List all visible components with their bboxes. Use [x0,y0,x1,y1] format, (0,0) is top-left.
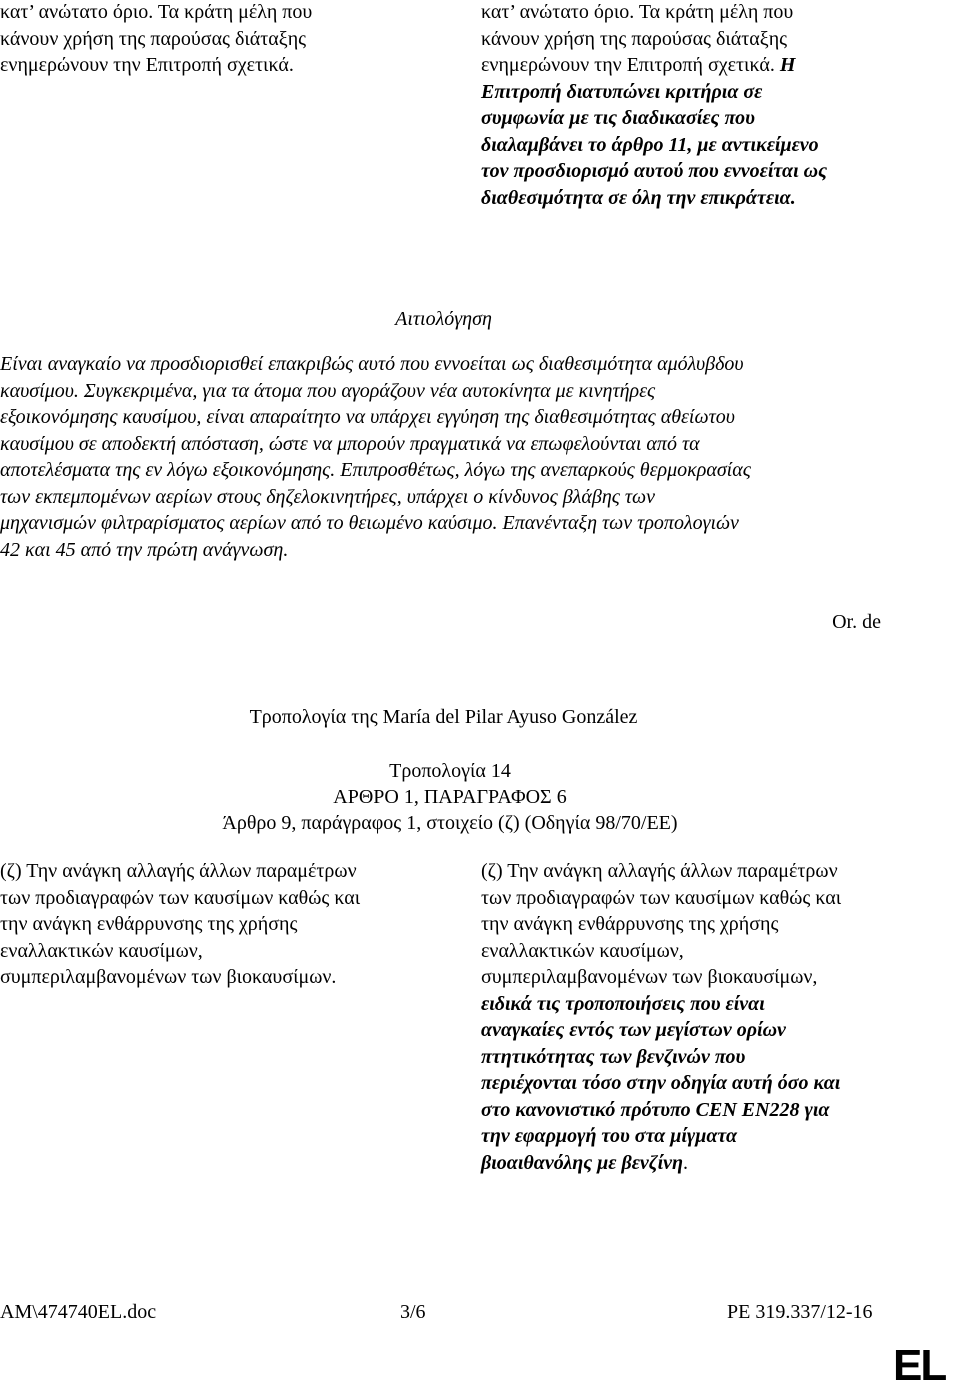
text-line: κάνουν χρήση της παρούσας διάταξης [481,27,788,50]
top-right-column [481,0,941,211]
text-line: την ανάγκη ενθάρρυνσης της χρήσης [481,913,779,935]
amendment-article: ΑΡΘΡΟ 1, ΠΑΡΑΓΡΑΦΟΣ 6 [333,786,567,808]
amended-text-span: Η [779,54,796,76]
amended-text-line: συμφωνία με τις διαδικασίες που [481,107,755,129]
text-line: εναλλακτικών καυσίμων, [0,939,203,962]
text-line: ενημερώνουν την Επιτροπή σχετικά. [0,54,294,76]
text-line: κάνουν χρήση της παρούσας διάταξης [0,27,307,50]
bottom-right-column [481,858,941,1176]
text-line: 42 και 45 από την πρώτη ανάγνωση. [0,538,289,561]
amended-text-line: διαλαμβάνει το άρθρο 11, με αντικείμενο [481,133,819,156]
original-language: Or. de [832,611,881,633]
language-code: EL [893,1341,946,1390]
justification-heading: Αιτιολόγηση [395,308,492,330]
top-left-column [0,0,400,79]
text-line: κατ’ ανώτατο όριο. Τα κράτη μέλη που [481,1,794,23]
amended-text-line: αναγκαίες εντός των μεγίστων ορίων [481,1019,786,1041]
amended-text-line: περιέχονται τόσο στην οδηγία αυτή όσο και [481,1072,841,1094]
amended-text-line: στο κανονιστικό πρότυπο CEN EN228 για [481,1098,830,1121]
text-line: εναλλακτικών καυσίμων, [481,939,684,962]
text-line: την ανάγκη ενθάρρυνσης της χρήσης [0,913,298,935]
text-line [481,52,941,79]
text-line: μηχανισμών φιλτραρίσματος αερίων από το θειωμένο καύσιμο. Επανένταξη των τροπολογιών [0,512,739,534]
footer-doc-id: AM\474740EL.doc [0,1301,157,1323]
text-line [481,1150,941,1177]
text-line: κατ’ ανώτατο όριο. Τα κράτη μέλη που [0,1,313,23]
text-line: συμπεριλαμβανομένων των βιοκαυσίμων, [481,966,818,988]
footer-reference: PE 319.337/12-16 [727,1301,873,1323]
amended-text-line: διαθεσιμότητα σε όλη την επικράτεια. [481,186,796,209]
text-line: καυσίμου σε αποδεκτή απόσταση, ώστε να μπορούν πραγματικά να επωφελούνται από τα [0,432,700,455]
amended-text-line: Επιτροπή διατυπώνει κριτήρια σε [481,80,763,103]
text-line: συμπεριλαμβανομένων των βιοκαυσίμων. [0,966,337,988]
amended-text-line: ειδικά τις τροποποιήσεις που είναι [481,992,765,1015]
text-line: εξοικονόμησης καυσίμου, είναι απαραίτητο να υπάρχει εγγύηση της διαθεσιμότητας αθείωτου [0,406,735,428]
amended-text-line: τον προσδιορισμό αυτού που εννοείται ως [481,160,828,182]
text-line: καυσίμου. Συγκεκριμένα, για τα άτομα που αγοράζουν νέα αυτοκίνητα με κινητήρες [0,379,656,402]
bottom-left-column [0,858,430,991]
text-line: (ζ) Την ανάγκη αλλαγής άλλων παραμέτρων [0,860,357,882]
text-line: των εκπεμπομένων αερίων στους δηζελοκινητήρες, υπάρχει ο κίνδυνος βλάβης των [0,485,656,508]
amended-text-line: πτητικότητας των βενζινών που [481,1045,746,1068]
footer-page-number: 3/6 [400,1301,426,1323]
justification-paragraph [0,351,960,563]
amendment-author: Τροπολογία της María del Pilar Ayuso González [249,706,638,728]
text-line: (ζ) Την ανάγκη αλλαγής άλλων παραμέτρων [481,860,838,882]
text-line: αποτελέσματα της εν λόγω εξοικονόμησης. Επιπροσθέτως, λόγω της ανεπαρκούς θερμοκρασίας [0,459,751,481]
text-span: . [683,1151,689,1174]
amendment-reference: Άρθρο 9, παράγραφος 1, στοιχείο (ζ) (Οδηγία 98/70/ΕΕ) [222,812,678,834]
text-line: των προδιαγραφών των καυσίμων καθώς και [481,886,842,909]
text-line: των προδιαγραφών των καυσίμων καθώς και [0,886,361,909]
amendment-number: Τροπολογία 14 [389,760,511,782]
amended-text-line: την εφαρμογή του στα μίγματα [481,1125,738,1147]
text-line: Είναι αναγκαίο να προσδιορισθεί επακριβώς αυτό που εννοείται ως διαθεσιμότητα αμόλυβδου [0,353,744,375]
text-span: ενημερώνουν την Επιτροπή σχετικά. [481,54,780,76]
amended-text-span: βιοαιθανόλης με βενζίνη [481,1151,684,1174]
